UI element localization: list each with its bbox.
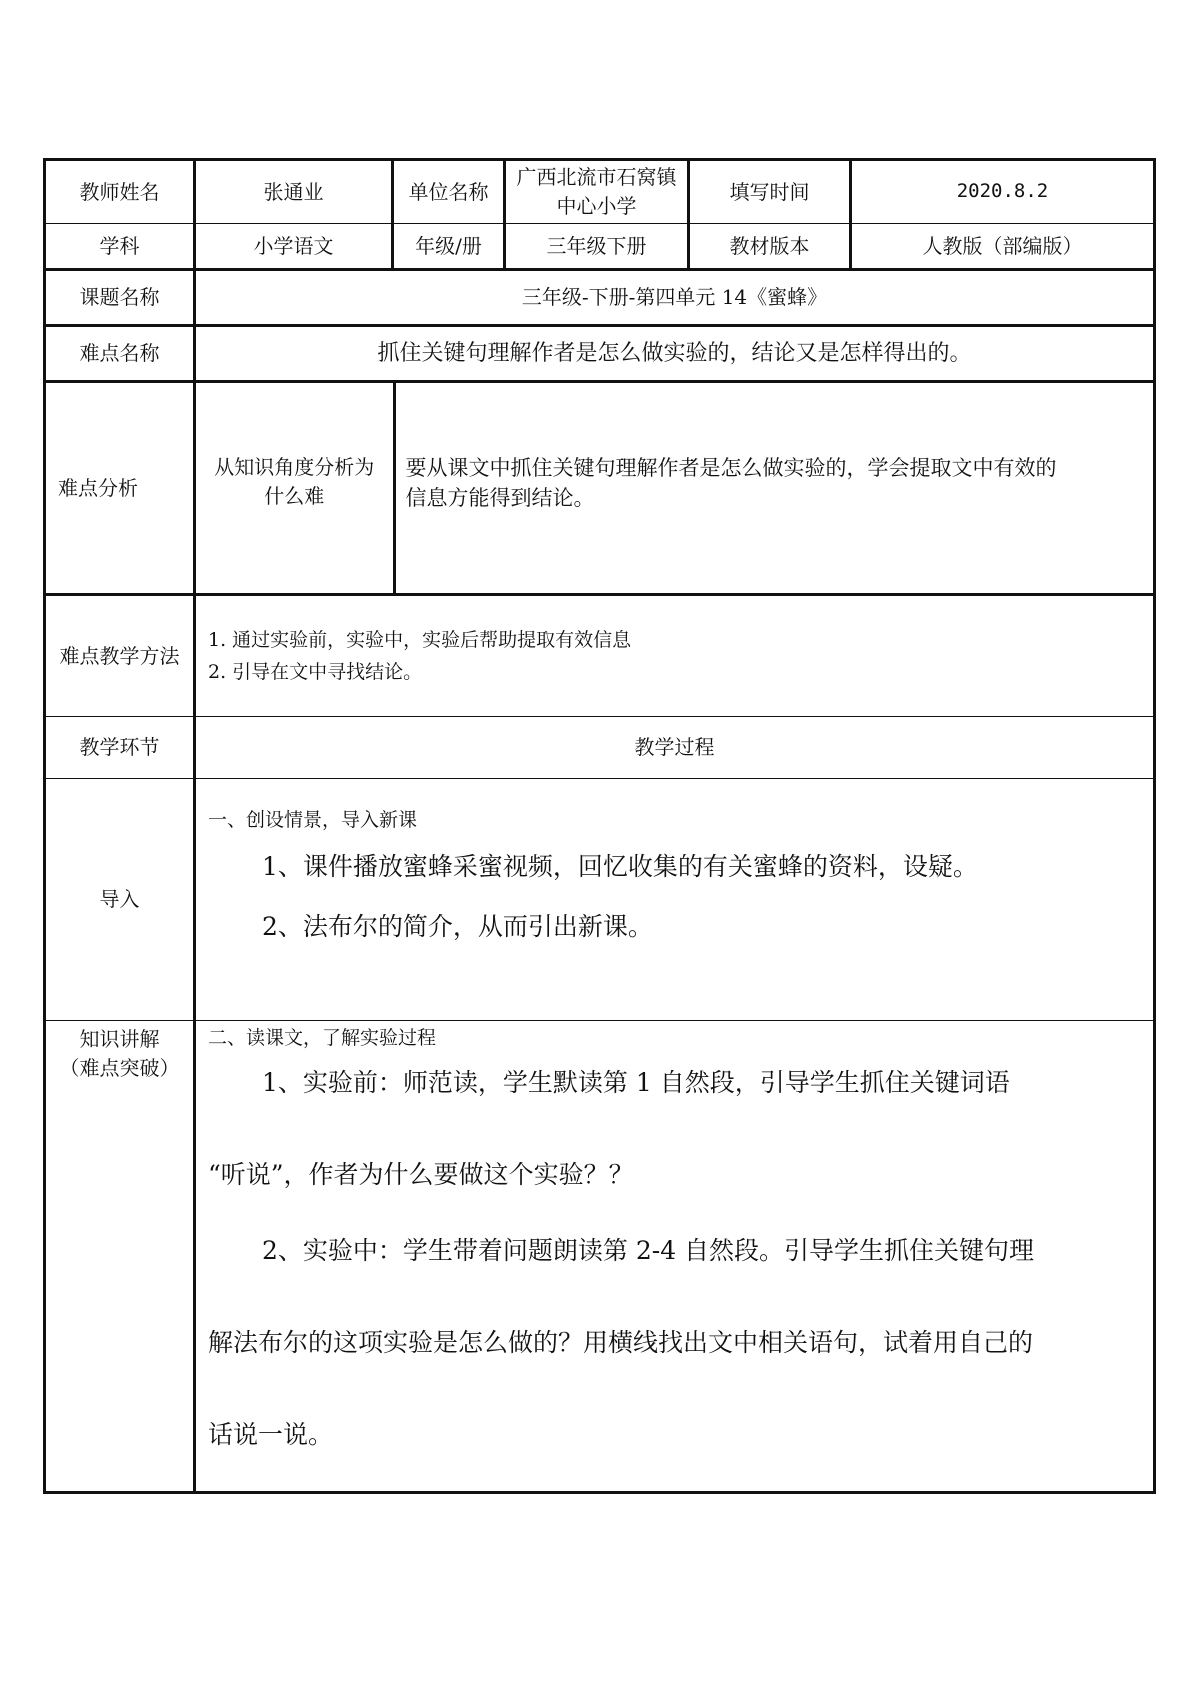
teacher-label: 教师姓名 <box>45 160 195 224</box>
grade-value: 三年级下册 <box>505 224 689 270</box>
analysis-label-text: 难点分析 <box>58 475 138 500</box>
row-intro <box>45 779 1155 1021</box>
knowledge-label <box>45 1021 195 1493</box>
analysis-text-line2: 信息方能得到结论。 <box>405 486 595 511</box>
intro-title: 一、创设情景，导入新课 <box>208 809 418 831</box>
knowledge-p2-line3: 话说一说。 <box>208 1419 334 1449</box>
subject-label: 学科 <box>45 224 195 270</box>
knowledge-p2-line2: 解法布尔的这项实验是怎么做的？用横线找出文中相关语句，试着用自己的 <box>208 1327 1034 1357</box>
edition-label: 教材版本 <box>689 224 851 270</box>
methods-item-1: 1. 通过实验前，实验中，实验后帮助提取有效信息 <box>208 629 632 651</box>
knowledge-title: 二、读课文，了解实验过程 <box>208 1027 437 1049</box>
analysis-body <box>195 382 1155 595</box>
knowledge-label-line2: （难点突破） <box>59 1056 180 1080</box>
topic-value: 三年级-下册-第四单元 14《蜜蜂》 <box>195 270 1155 326</box>
unit-label: 单位名称 <box>393 160 505 224</box>
form-table <box>43 158 1156 1494</box>
lesson-plan-form <box>43 158 1153 1494</box>
teacher-value: 张通业 <box>195 160 393 224</box>
analysis-label <box>45 382 195 595</box>
intro-label: 导入 <box>45 779 195 1021</box>
analysis-sub-label-line1: 从知识角度分析为 <box>214 455 375 479</box>
row-teacher <box>45 160 1155 224</box>
date-label: 填写时间 <box>689 160 851 224</box>
difficulty-value: 抓住关键句理解作者是怎么做实验的，结论又是怎样得出的。 <box>195 326 1155 382</box>
analysis-text-line1: 要从课文中抓住关键句理解作者是怎么做实验的，学会提取文中有效的 <box>405 456 1057 480</box>
row-methods <box>45 595 1155 717</box>
row-analysis <box>45 382 1155 595</box>
intro-item-2: 2、法布尔的简介，从而引出新课。 <box>262 911 653 941</box>
knowledge-body <box>195 1021 1155 1493</box>
row-process-header <box>45 717 1155 779</box>
analysis-text <box>394 383 1153 593</box>
topic-label: 课题名称 <box>45 270 195 326</box>
date-value: 2020.8.2 <box>851 160 1155 224</box>
stage-label: 教学环节 <box>45 717 195 779</box>
intro-body <box>195 779 1155 1021</box>
grade-label: 年级/册 <box>393 224 505 270</box>
unit-value-line2: 中心小学 <box>556 194 637 218</box>
methods-label: 难点教学方法 <box>45 595 195 717</box>
analysis-inner-table <box>196 383 1153 593</box>
process-label: 教学过程 <box>195 717 1155 779</box>
methods-item-2: 2. 引导在文中寻找结论。 <box>208 661 423 683</box>
row-subject <box>45 224 1155 270</box>
unit-value-line1: 广西北流市石窝镇 <box>516 165 677 189</box>
difficulty-label: 难点名称 <box>45 326 195 382</box>
subject-value: 小学语文 <box>195 224 393 270</box>
row-knowledge <box>45 1021 1155 1493</box>
analysis-sub-label-line2: 什么难 <box>264 484 325 508</box>
unit-value <box>505 160 689 224</box>
analysis-sub-label <box>196 383 394 593</box>
methods-list <box>195 595 1155 717</box>
row-topic <box>45 270 1155 326</box>
row-difficulty <box>45 326 1155 382</box>
knowledge-p2-line1: 2、实验中：学生带着问题朗读第 2-4 自然段。引导学生抓住关键句理 <box>262 1235 1035 1265</box>
knowledge-p1-line1: 1、实验前：师范读，学生默读第 1 自然段，引导学生抓住关键词语 <box>262 1067 1010 1097</box>
intro-item-1: 1、课件播放蜜蜂采蜜视频，回忆收集的有关蜜蜂的资料，设疑。 <box>262 851 978 881</box>
knowledge-p1-line2: “听说”，作者为什么要做这个实验？？ <box>208 1159 634 1189</box>
knowledge-label-line1: 知识讲解 <box>79 1027 160 1051</box>
edition-value: 人教版（部编版） <box>851 224 1155 270</box>
